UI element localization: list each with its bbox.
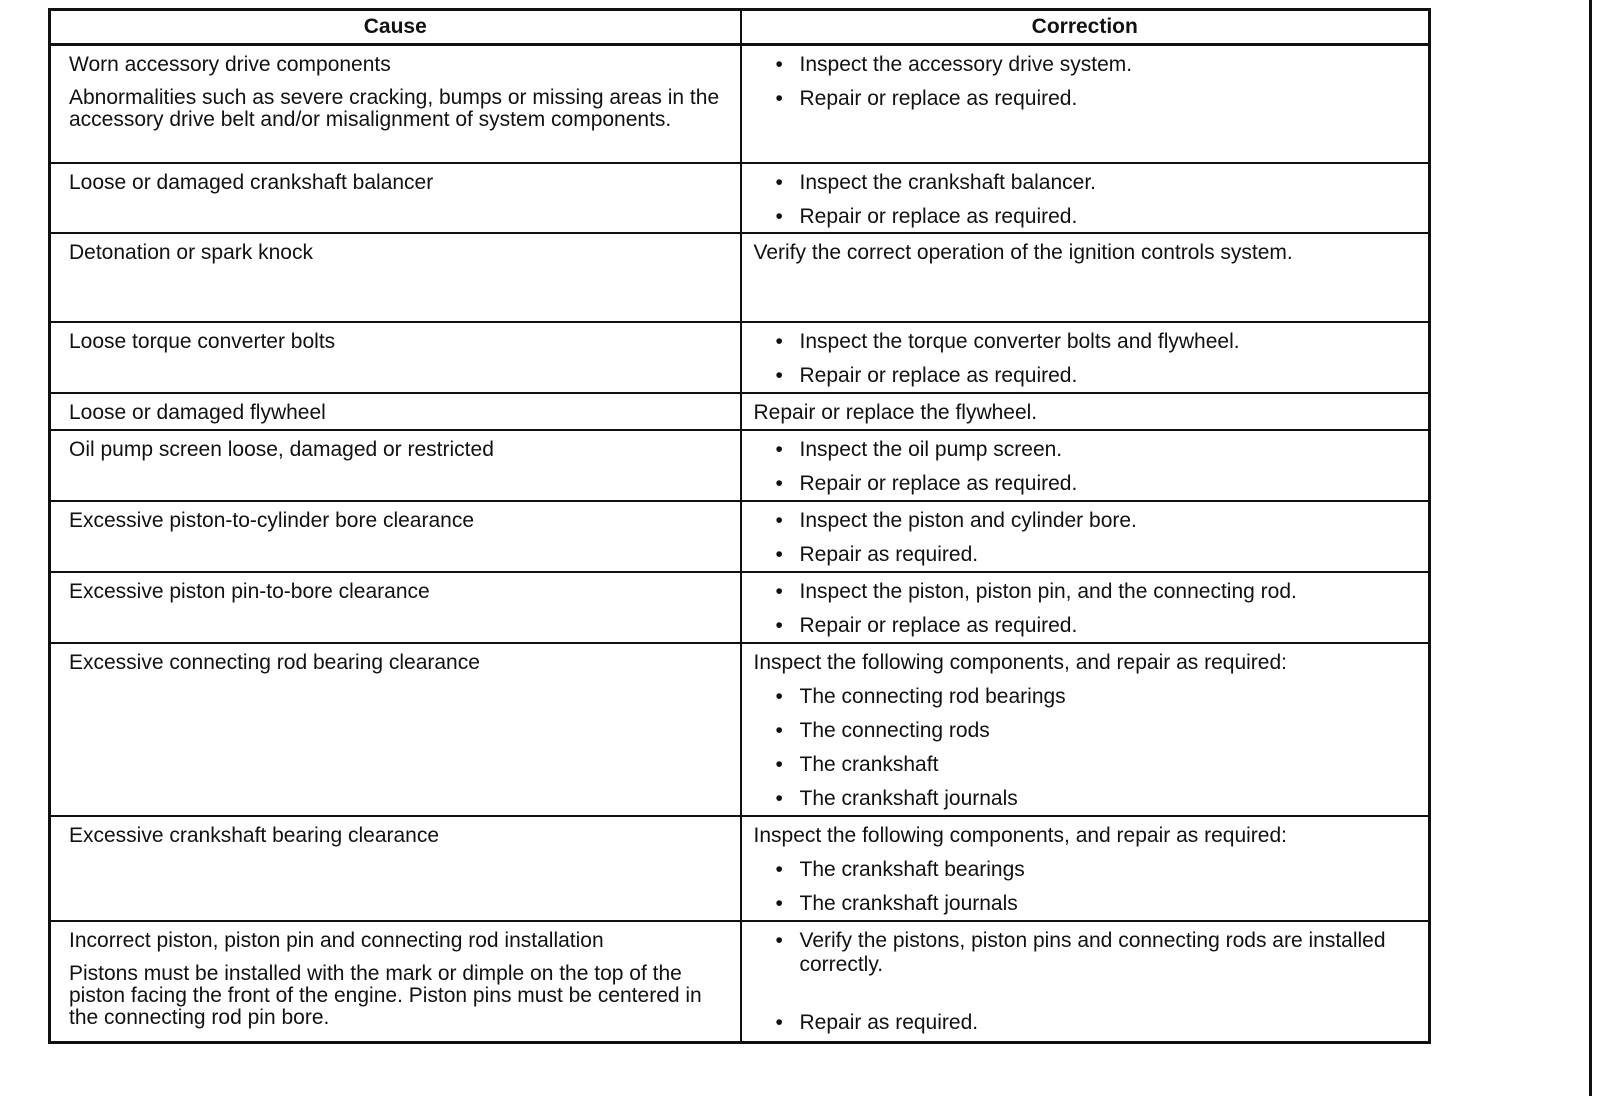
correction-bullet: • The crankshaft bearings xyxy=(754,858,1417,882)
cause-cell xyxy=(50,393,741,430)
correction-bullet: • Repair or replace as required. xyxy=(754,87,1417,111)
correction-bullet: • Inspect the crankshaft balancer. xyxy=(754,171,1417,195)
cause-title: Loose or damaged flywheel xyxy=(69,400,326,424)
correction-bullet: • Inspect the piston, piston pin, and the connecting rod. xyxy=(754,580,1417,604)
correction-bullet: • Inspect the torque converter bolts and flywheel. xyxy=(754,330,1417,354)
table-row xyxy=(50,643,1430,816)
header-row xyxy=(50,10,1430,45)
correction-cell xyxy=(741,921,1430,1043)
cause-cell xyxy=(50,501,741,572)
correction-cell xyxy=(741,643,1430,816)
correction-bullet: • Inspect the accessory drive system. xyxy=(754,53,1417,77)
cause-title: Loose torque converter bolts xyxy=(69,329,336,353)
cause-title: Loose or damaged crankshaft balancer xyxy=(69,170,434,194)
table-row xyxy=(50,45,1430,163)
cause-cell xyxy=(50,233,741,322)
cause-cell xyxy=(50,921,741,1043)
correction-cell xyxy=(741,163,1430,233)
table-row xyxy=(50,393,1430,430)
correction-cell xyxy=(741,45,1430,163)
cause-title: Oil pump screen loose, damaged or restricted xyxy=(69,437,494,461)
correction-text: Verify the correct operation of the ignition controls system. xyxy=(753,240,1293,264)
correction-bullet: • The connecting rod bearings xyxy=(754,685,1417,709)
cause-note: Pistons must be installed with the mark or dimple on the top of the piston facing the front of the engine. Piston pins must be centered in the connecting rod pin bore. xyxy=(69,961,702,1029)
correction-cell xyxy=(741,322,1430,393)
correction-bullet: • Repair as required. xyxy=(754,1011,1417,1035)
correction-bullet: • Repair or replace as required. xyxy=(754,205,1417,229)
correction-text: Inspect the following components, and repair as required: xyxy=(753,823,1287,847)
correction-bullet: • Inspect the oil pump screen. xyxy=(754,438,1417,462)
cause-cell xyxy=(50,816,741,921)
correction-bullet: • Repair as required. xyxy=(754,543,1417,567)
cause-cell xyxy=(50,322,741,393)
cause-cell xyxy=(50,572,741,643)
correction-bullet: • The connecting rods xyxy=(754,719,1417,743)
table-row xyxy=(50,430,1430,501)
table-row xyxy=(50,572,1430,643)
header-cause: Cause xyxy=(50,10,741,45)
correction-cell xyxy=(741,393,1430,430)
header-correction: Correction xyxy=(741,10,1430,45)
correction-bullet: • Repair or replace as required. xyxy=(754,364,1417,388)
correction-cell xyxy=(741,430,1430,501)
correction-bullet: • Verify the pistons, piston pins and connecting rods are installed correctly. xyxy=(754,929,1417,977)
table-row xyxy=(50,501,1430,572)
correction-cell xyxy=(741,501,1430,572)
page-edge-rule xyxy=(1589,0,1592,1096)
cause-note: Abnormalities such as severe cracking, bumps or missing areas in the accessory drive belt and/or misalignment of system components. xyxy=(69,86,720,131)
correction-text: Inspect the following components, and repair as required: xyxy=(753,650,1287,674)
table-row xyxy=(50,816,1430,921)
table-row xyxy=(50,921,1430,1043)
correction-bullet: • Repair or replace as required. xyxy=(754,614,1417,638)
correction-bullet: • The crankshaft journals xyxy=(754,892,1417,916)
cause-cell xyxy=(50,163,741,233)
correction-cell xyxy=(741,233,1430,322)
cause-cell xyxy=(50,643,741,816)
diagnostic-table xyxy=(48,8,1431,1044)
cause-title: Excessive piston-to-cylinder bore clearance xyxy=(69,508,475,532)
correction-cell xyxy=(741,572,1430,643)
correction-text: Repair or replace the flywheel. xyxy=(753,400,1038,424)
cause-title: Excessive piston pin-to-bore clearance xyxy=(69,579,430,603)
correction-bullet: • The crankshaft xyxy=(754,753,1417,777)
correction-bullet: • Inspect the piston and cylinder bore. xyxy=(754,509,1417,533)
cause-cell xyxy=(50,430,741,501)
table-row xyxy=(50,233,1430,322)
correction-cell xyxy=(741,816,1430,921)
cause-title: Excessive connecting rod bearing clearance xyxy=(69,650,480,674)
table-row xyxy=(50,322,1430,393)
correction-bullet: • The crankshaft journals xyxy=(754,787,1417,811)
cause-title: Detonation or spark knock xyxy=(69,240,313,264)
cause-title: Incorrect piston, piston pin and connecting rod installation xyxy=(69,928,604,952)
cause-cell xyxy=(50,45,741,163)
cause-title: Excessive crankshaft bearing clearance xyxy=(69,823,440,847)
correction-bullet: • Repair or replace as required. xyxy=(754,472,1417,496)
table-row xyxy=(50,163,1430,233)
cause-title: Worn accessory drive components xyxy=(69,53,391,76)
